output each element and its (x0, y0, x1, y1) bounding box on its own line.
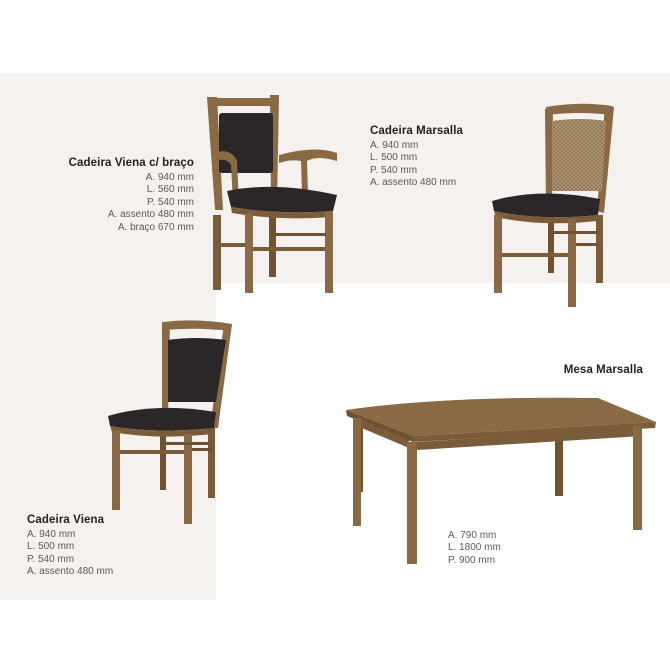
product-marsalla-info (370, 125, 500, 190)
product-name: Cadeira Marsalla (370, 125, 464, 137)
product-name: Cadeira Viena (27, 514, 105, 526)
spec-width: L. 560 mm (146, 184, 194, 196)
spec-arm-height: A. braço 670 mm (117, 221, 194, 233)
spec-width: L. 500 mm (370, 152, 418, 164)
spec-height: A. 940 mm (370, 140, 419, 151)
spec-depth: P. 900 mm (448, 554, 496, 566)
spec-seat-height: A. assento 480 mm (370, 177, 457, 189)
product-viena-info (27, 514, 177, 579)
product-name: Cadeira Viena c/ braço (68, 157, 194, 169)
spec-depth: P. 540 mm (146, 196, 194, 208)
spec-width: L. 500 mm (27, 541, 75, 553)
chair-viena-image (106, 320, 236, 525)
spec-seat-height: A. assento 480 mm (27, 566, 114, 578)
spec-depth: P. 540 mm (27, 553, 75, 565)
armchair-viena-image (205, 95, 345, 295)
product-mesa-marsalla-specs (448, 530, 568, 567)
product-viena-braco-info (40, 157, 194, 234)
chair-marsalla-image (490, 103, 620, 303)
spec-height: A. 940 mm (27, 529, 76, 540)
product-name: Mesa Marsalla (563, 364, 643, 376)
spec-seat-height: A. assento 480 mm (107, 209, 194, 221)
product-mesa-marsalla-title (520, 364, 643, 379)
spec-length: L. 1800 mm (448, 542, 501, 554)
spec-height: A. 940 mm (145, 172, 194, 183)
spec-height: A. 790 mm (448, 530, 497, 541)
spec-depth: P. 540 mm (370, 164, 418, 176)
